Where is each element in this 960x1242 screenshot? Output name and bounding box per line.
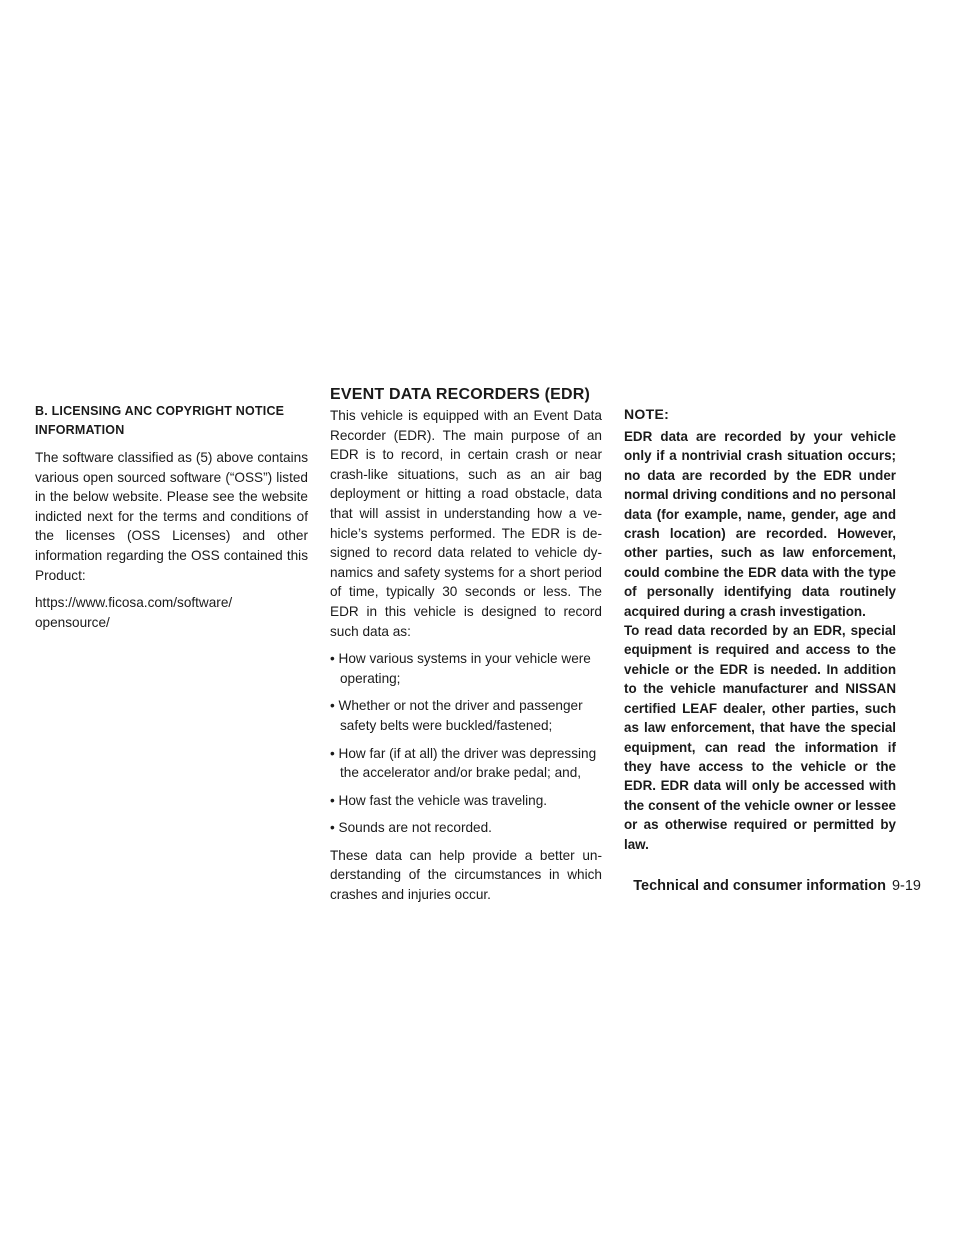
- note-paragraph-2: To read data recorded by an EDR, special equipment is required and access to the vehicle or the EDR is needed. In addition to the vehicle manufacturer and NISSAN certified LEAF dealer, other parties, such as law enforcement, that have the special equipment, can read the information if they have access to the vehicle or the EDR. EDR data will only be accessed with the consent of the vehicle owner or lessee or as otherwise required or permitted by law.: [624, 623, 896, 852]
- list-item: • How fast the vehicle was traveling.: [330, 792, 548, 808]
- list-item: • Sounds are not recorded.: [330, 820, 492, 836]
- oss-url: https://www.ficosa.com/software/ opensource/: [35, 595, 233, 630]
- page-footer: [633, 876, 921, 896]
- left-column: [35, 402, 308, 632]
- licensing-paragraph: The software classified as (5) above contains various open sourced software (“OSS”) listed in the below website. Please see the website indicted next for the terms and conditions of the licenses (OSS Licenses) and other information regarding the OSS contained this Product:: [35, 450, 308, 583]
- licensing-heading: B. LICENSING ANC COPYRIGHT NOTICE INFORMATION: [35, 404, 285, 437]
- edr-data-list: [330, 649, 602, 838]
- list-item: • Whether or not the driver and passenger safety belts were buckled/fastened;: [330, 698, 583, 733]
- middle-column: [330, 385, 602, 913]
- footer-section-title: Technical and consumer information: [633, 878, 886, 894]
- edr-section-title: EVENT DATA RECORDERS (EDR): [330, 386, 591, 403]
- edr-intro-paragraph: This vehicle is equipped with an Event Data Recorder (EDR). The main purpose of an EDR is to record, in certain crash or near crash-like situations, such as an air bag deployment or hitting a road obstacle, data that will assist in understanding how a vehicle’s systems performed. The EDR is designed to record data related to vehicle dynamics and safety systems for a short period of time, typically 30 seconds or less. The EDR in this vehicle is designed to record such data as:: [330, 408, 602, 639]
- note-label: NOTE:: [624, 406, 670, 422]
- page-number: 9-19: [891, 878, 921, 894]
- list-item: • How various systems in your vehicle were operating;: [330, 651, 591, 686]
- edr-closing-paragraph: These data can help provide a better understanding of the circumstances in which crashes and injuries occur.: [330, 847, 602, 903]
- right-column: [624, 405, 896, 854]
- note-paragraph-1: EDR data are recorded by your vehicle only if a nontrivial crash situation occurs; no data are recorded by the EDR under normal driving conditions and no personal data (for example, name, gender, age and crash location) are recorded. However, other parties, such as law enforcement, could combine the EDR data with the type of personally identifying data routinely acquired during a crash investigation.: [624, 429, 896, 619]
- list-item: • How far (if at all) the driver was depressing the accelerator and/or brake pedal; and,: [330, 745, 597, 781]
